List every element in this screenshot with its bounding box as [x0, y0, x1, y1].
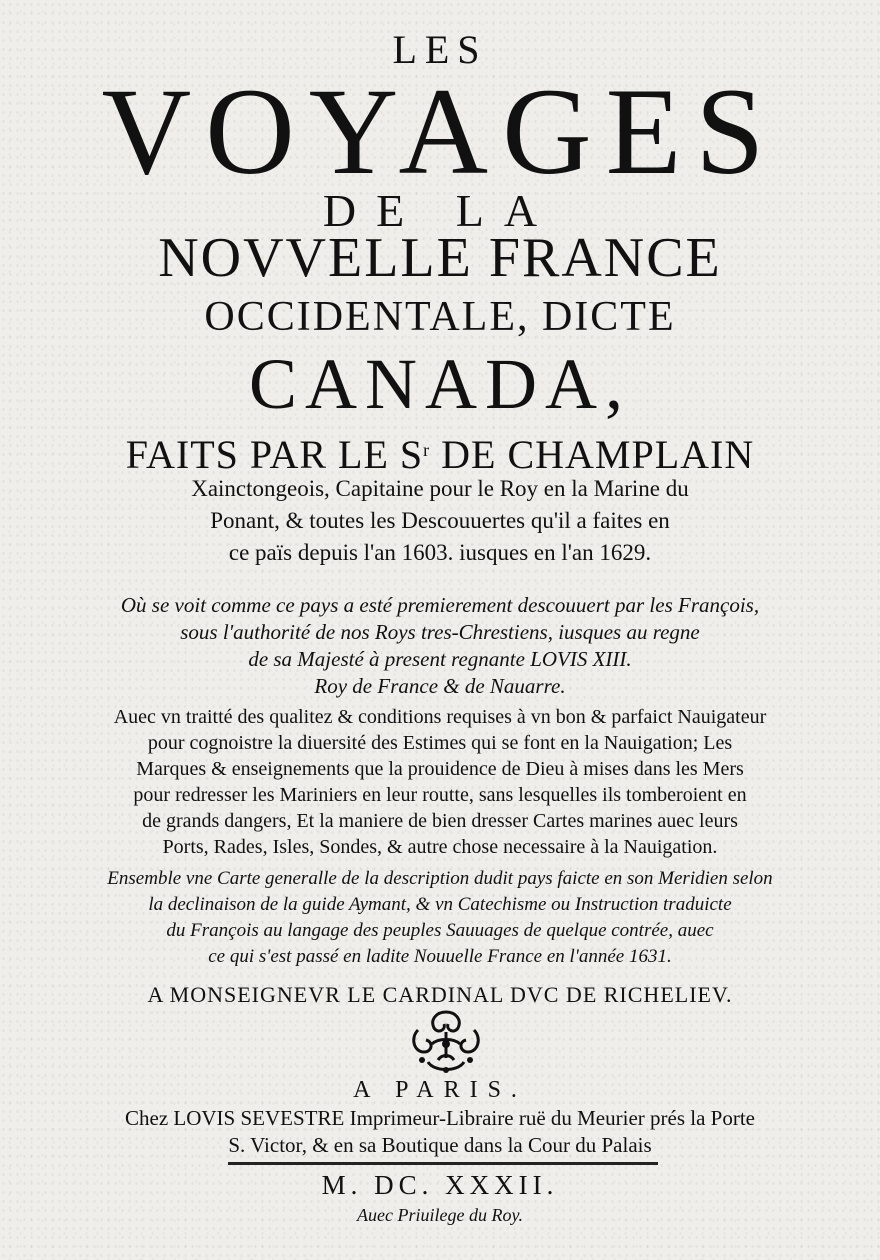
printer-ornament-icon	[408, 1008, 484, 1076]
author-desc-line: Ponant, & toutes les Descouuertes qu'il a faites en	[210, 508, 670, 533]
title-canada: CANADA,	[248, 344, 631, 424]
author-line-start: FAITS PAR LE S	[125, 432, 424, 477]
dedication: A MONSEIGNEVR LE CARDINAL DVC DE RICHELIEV.	[147, 982, 733, 1007]
title-de-la: DE LA	[322, 185, 558, 236]
imprint-city: A PARIS.	[353, 1077, 527, 1103]
imprint-privilege: Auec Priuilege du Roy.	[357, 1205, 523, 1225]
intro-line: de sa Majesté à present regnante LOVIS XIII.	[248, 647, 632, 671]
author-desc-line: Xainctongeois, Capitaine pour le Roy en la Marine du	[191, 476, 689, 501]
treatise-line: Marques & enseignements que la prouidence de Dieu à mises dans les Mers	[136, 758, 744, 780]
treatise-line: pour cognoistre la diuersité des Estimes qui se font en la Nauigation; Les	[147, 732, 733, 754]
ensemble-line: ce qui s'est passé en ladite Nouuelle France en l'année 1631.	[208, 946, 672, 967]
divider-rule	[228, 1162, 658, 1165]
intro-line: sous l'authorité de nos Roys tres-Chrestiens, iusques au regne	[180, 620, 700, 644]
author-line-sup: r	[423, 440, 431, 460]
ensemble-line: Ensemble vne Carte generalle de la description dudit pays faicte en son Meridien selon	[107, 868, 773, 889]
treatise-line: pour redresser les Mariniers en leur routte, sans lesquelles ils tomberoient en	[133, 784, 747, 806]
intro-line: Roy de France & de Nauarre.	[314, 674, 566, 698]
title-occidentale: OCCIDENTALE, DICTE	[204, 294, 676, 340]
imprint-date: M. DC. XXXII.	[321, 1170, 559, 1200]
author-desc-line: ce païs depuis l'an 1603. iusques en l'an 1629.	[228, 540, 652, 565]
ensemble-line: du François au langage des peuples Sauuages de quelque contrée, auec	[166, 920, 714, 941]
title-nouvelle-france: NOVVELLE FRANCE	[158, 227, 722, 289]
treatise-line: de grands dangers, Et la maniere de bien dresser Cartes marines auec leurs	[142, 810, 738, 832]
author-line	[0, 432, 880, 477]
author-line-end: DE CHAMPLAIN	[430, 432, 755, 477]
title-voyages: VOYAGES	[101, 63, 779, 200]
treatise-line: Ports, Rades, Isles, Sondes, & autre chose necessaire à la Nauigation.	[162, 836, 718, 858]
imprint-line: S. Victor, & en sa Boutique dans la Cour du Palais	[228, 1133, 652, 1157]
title-les: LES	[392, 27, 488, 72]
intro-line: Où se voit comme ce pays a esté premierement descouuert par les François,	[120, 593, 760, 617]
ensemble-line: la declinaison de la guide Aymant, & vn Catechisme ou Instruction traduicte	[148, 894, 732, 915]
imprint-line: Chez LOVIS SEVESTRE Imprimeur-Libraire ruë du Meurier prés la Porte	[125, 1106, 755, 1130]
treatise-line: Auec vn traitté des qualitez & conditions requises à vn bon & parfaict Nauigateur	[113, 706, 767, 728]
